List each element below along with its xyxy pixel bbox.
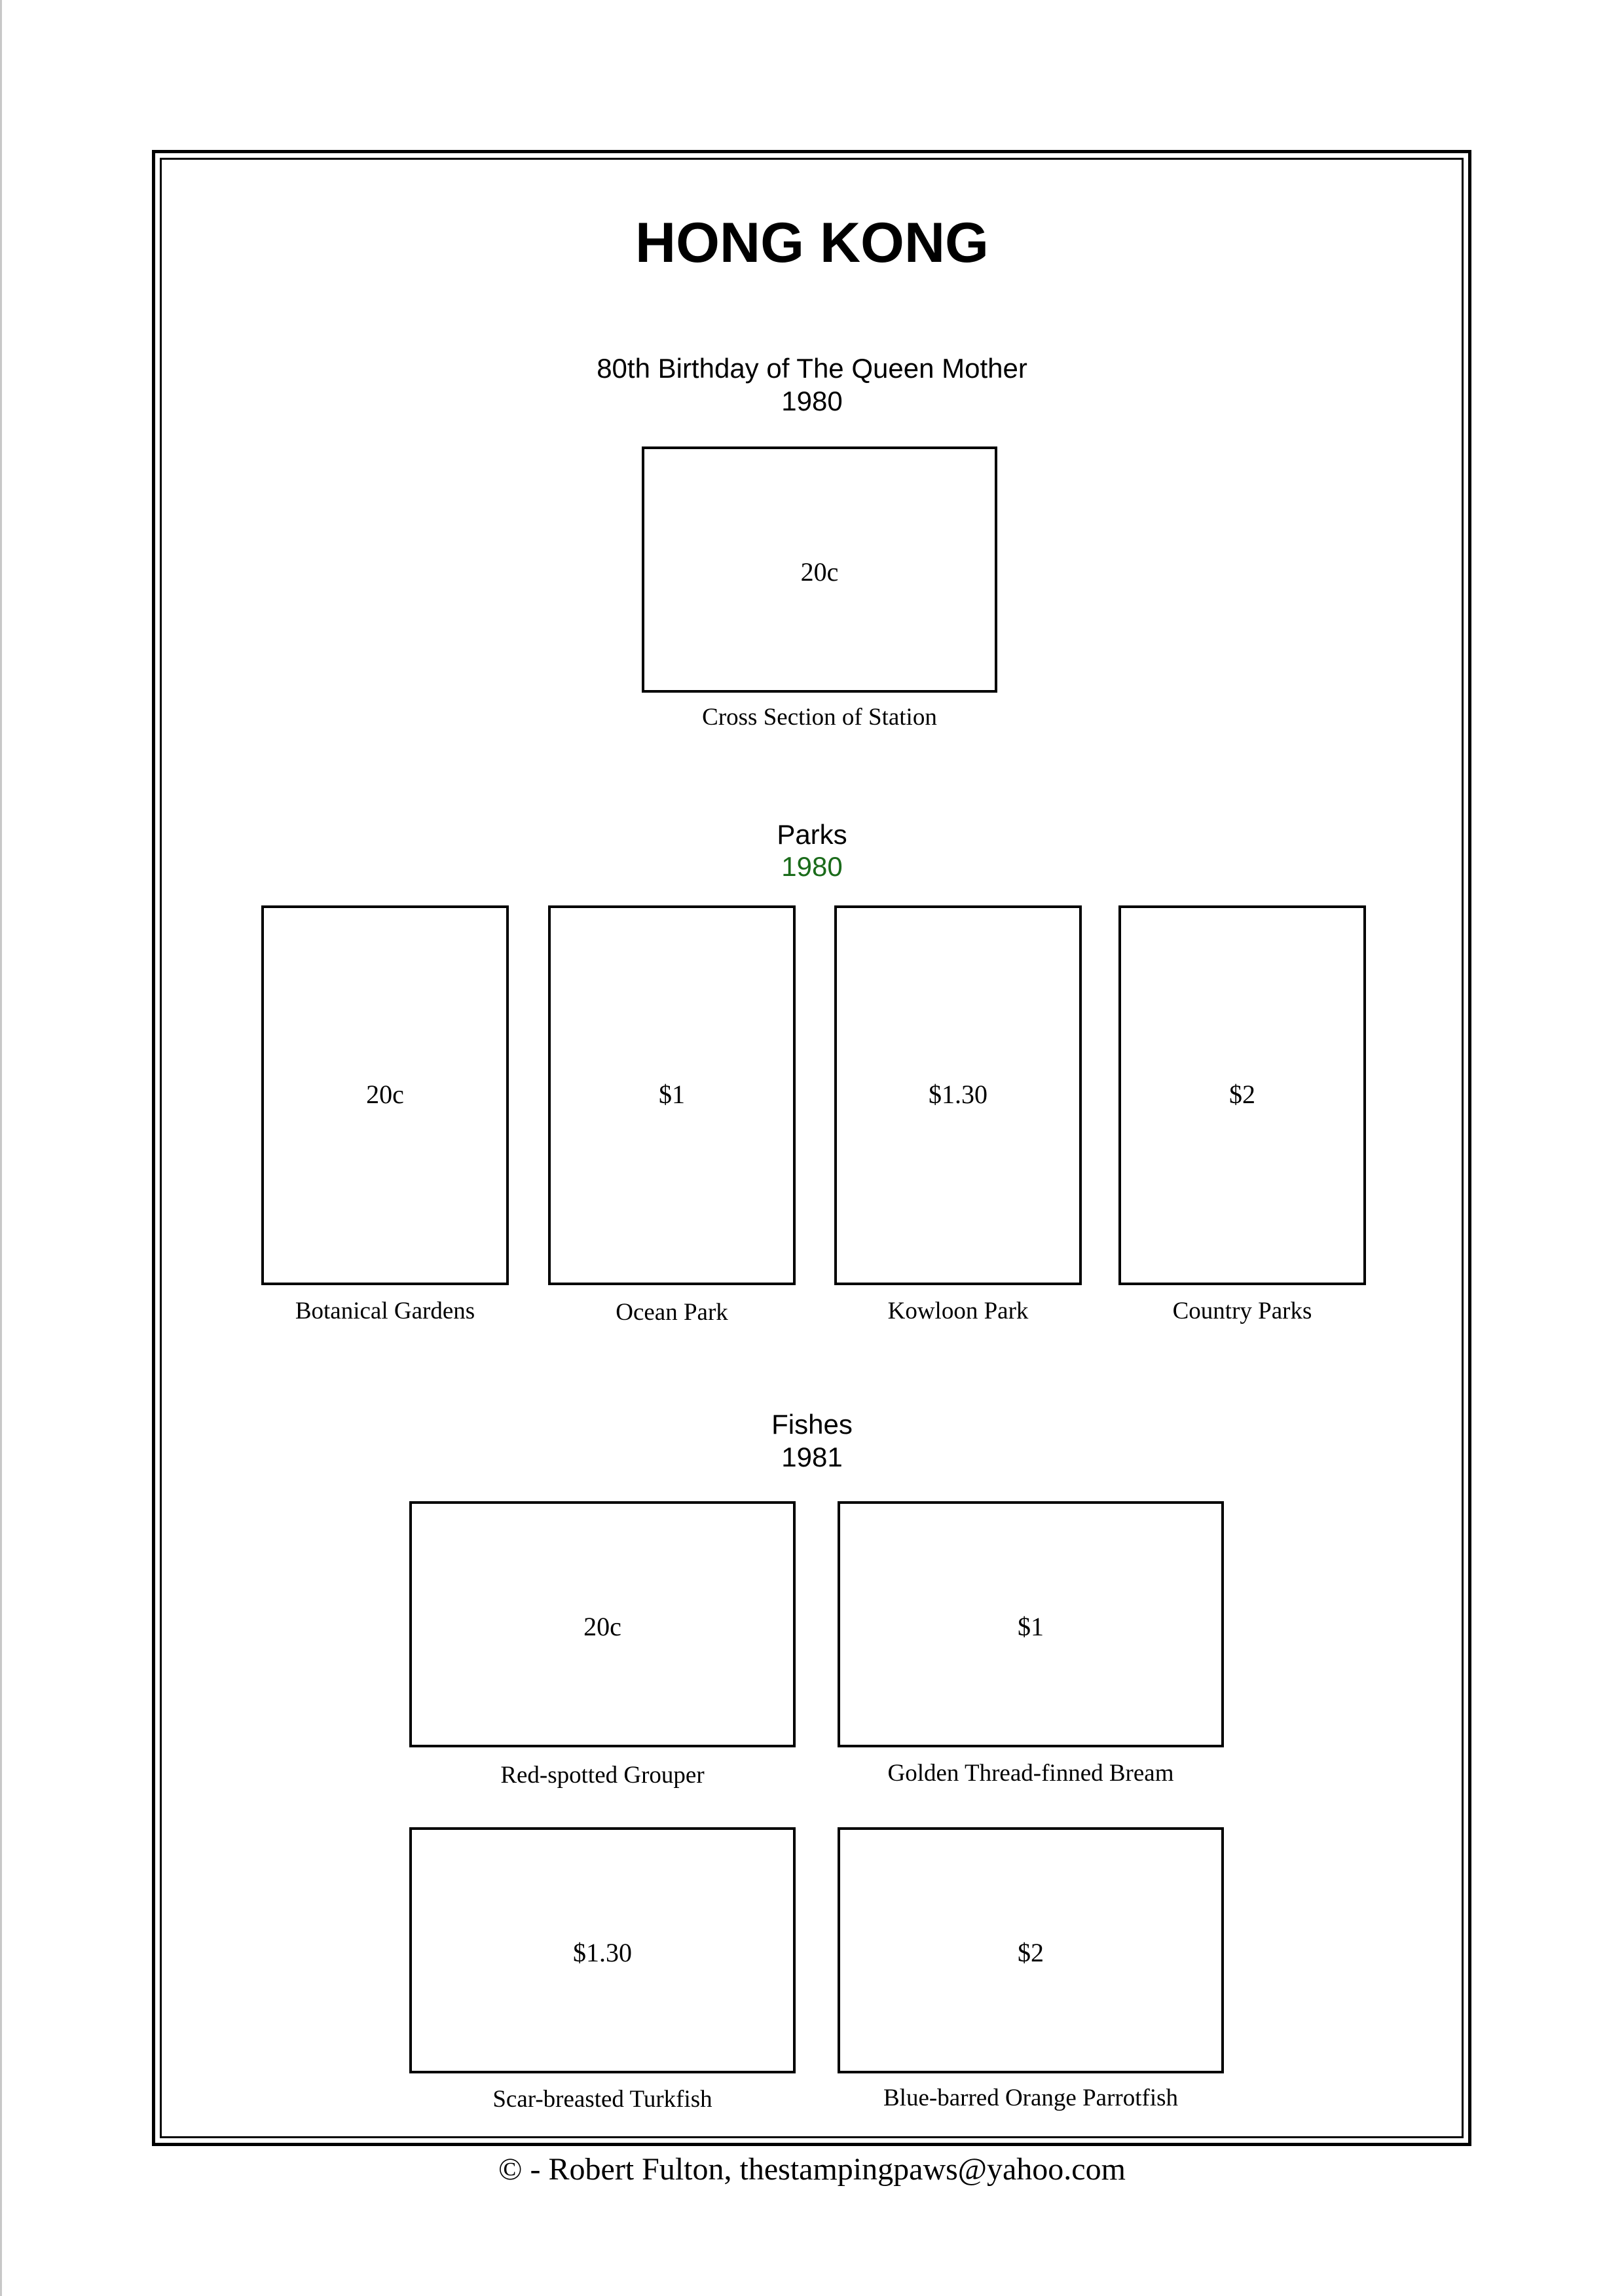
- stamp-caption: Red-spotted Grouper: [500, 1762, 705, 1789]
- stamp-caption: Ocean Park: [616, 1299, 728, 1326]
- page-edge-line: [0, 0, 2, 2296]
- stamp-space: [548, 905, 796, 1285]
- stamp-space: [838, 1501, 1224, 1747]
- stamp-caption: Scar-breasted Turkfish: [492, 2086, 712, 2113]
- stamp-value: $1.30: [929, 1080, 987, 1109]
- stamp-space: [642, 446, 997, 693]
- stamp-value: $2: [1229, 1080, 1255, 1109]
- set-title-queen-mother: 80th Birthday of The Queen Mother: [597, 353, 1027, 384]
- stamp-value: $2: [1018, 1938, 1044, 1967]
- stamp-space: [409, 1501, 796, 1747]
- stamp-caption: Kowloon Park: [887, 1298, 1029, 1324]
- stamp-value: 20c: [583, 1612, 621, 1641]
- set-year-queen-mother: 1980: [781, 386, 843, 416]
- set-year-fishes: 1981: [781, 1442, 843, 1472]
- stamp-caption: Botanical Gardens: [295, 1298, 475, 1324]
- set-year-parks: 1980: [781, 851, 843, 882]
- stamp-caption: Country Parks: [1172, 1298, 1312, 1324]
- stamp-space: [838, 1827, 1224, 2073]
- stamp-value: 20c: [366, 1080, 404, 1109]
- stamp-value: $1: [659, 1080, 685, 1109]
- set-title-fishes: Fishes: [771, 1409, 853, 1440]
- set-title-parks: Parks: [777, 819, 847, 850]
- stamp-value: $1.30: [573, 1938, 632, 1967]
- page-title: HONG KONG: [635, 211, 989, 274]
- stamp-caption: Blue-barred Orange Parrotfish: [883, 2085, 1178, 2111]
- stamp-space: [261, 905, 509, 1285]
- stamp-caption: Golden Thread-finned Bream: [887, 1760, 1174, 1787]
- stamp-value: $1: [1018, 1612, 1044, 1641]
- stamp-caption: Cross Section of Station: [702, 704, 937, 731]
- stamp-space: [1118, 905, 1366, 1285]
- copyright-footer: © - Robert Fulton, thestampingpaws@yahoo.com: [498, 2152, 1126, 2187]
- stamp-space: [409, 1827, 796, 2073]
- stamp-value: 20c: [800, 557, 839, 587]
- stamp-space: [834, 905, 1082, 1285]
